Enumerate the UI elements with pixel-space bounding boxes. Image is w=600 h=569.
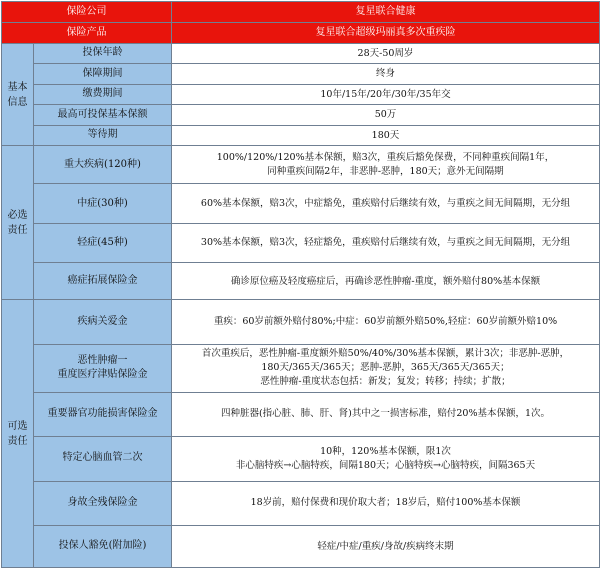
basic-row	[2, 44, 600, 64]
basic-row	[2, 64, 600, 85]
row-value: 首次重疾后，恶性肿瘤-重度额外赔50%/40%/30%基本保额，累计3次；非恶肿-恶肿， 180天/365天/365天；恶肿-恶肿，365天/365天/365天； 恶性肿瘤-重度状态包括：新发；复发；转移；持续；扩散；	[172, 344, 600, 392]
required-row	[2, 263, 600, 300]
row-value: 18岁前，赔付保费和现价取大者；18岁后，赔付100%基本保额	[172, 481, 600, 525]
required-row	[2, 146, 600, 184]
row-label: 投保年龄	[34, 44, 172, 64]
optional-row	[2, 300, 600, 344]
optional-row	[2, 436, 600, 481]
row-label: 恶性肿瘤一 重度医疗津贴保险金	[34, 344, 172, 392]
row-label: 癌症拓展保险金	[34, 263, 172, 300]
row-value: 四种脏器(指心脏、肺、肝、肾)其中之一损害标准，赔付20%基本保额，1次。	[172, 392, 600, 436]
required-row	[2, 224, 600, 263]
row-value: 10年/15年/20年/30年/35年交	[172, 85, 600, 105]
optional-row	[2, 525, 600, 567]
basic-row	[2, 126, 600, 146]
row-label: 特定心脑血管二次	[34, 436, 172, 481]
row-value: 10种，120%基本保额，限1次 非心脑特疾→心脑特疾，间隔180天；心脑特疾→心脑特疾，间隔365天	[172, 436, 600, 481]
optional-row	[2, 344, 600, 392]
row-label: 中症(30种)	[34, 184, 172, 224]
row-label: 缴费期间	[34, 85, 172, 105]
header-row-product	[2, 23, 600, 44]
row-label: 疾病关爱金	[34, 300, 172, 344]
row-value: 终身	[172, 64, 600, 85]
row-label: 投保人豁免(附加险)	[34, 525, 172, 567]
row-value: 28天-50周岁	[172, 44, 600, 64]
basic-row	[2, 85, 600, 105]
product-value: 复星联合超级玛丽真多次重疾险	[172, 23, 600, 44]
required-row	[2, 184, 600, 224]
row-value: 重疾：60岁前额外赔付80%;中症：60岁前额外赔50%,轻症：60岁前额外赔10%	[172, 300, 600, 344]
basic-info-group-label: 基本 信息	[2, 44, 34, 146]
product-label: 保险产品	[2, 23, 172, 44]
company-value: 复星联合健康	[172, 2, 600, 23]
row-label: 重大疾病(120种)	[34, 146, 172, 184]
row-label: 身故全残保险金	[34, 481, 172, 525]
row-value: 100%/120%/120%基本保额，赔3次，重疾后豁免保费，不同种重疾间隔1年， 同种重疾间隔2年，非恶肿-恶肿，180天；意外无间隔期	[172, 146, 600, 184]
basic-row	[2, 105, 600, 126]
row-label: 等待期	[34, 126, 172, 146]
row-value: 确诊原位癌及轻度癌症后，再确诊恶性肿瘤-重度，额外赔付80%基本保额	[172, 263, 600, 300]
row-label: 重要器官功能损害保险金	[34, 392, 172, 436]
row-value: 50万	[172, 105, 600, 126]
required-coverage-group-label: 必选 责任	[2, 146, 34, 300]
header-row-company	[2, 2, 600, 23]
row-value: 30%基本保额，赔3次，轻症豁免，重疾赔付后继续有效，与重疾之间无间隔期，无分组	[172, 224, 600, 263]
optional-coverage-group-label: 可选 责任	[2, 300, 34, 568]
insurance-comparison-table	[1, 1, 600, 568]
row-label: 保障期间	[34, 64, 172, 85]
row-label: 轻症(45种)	[34, 224, 172, 263]
row-value: 轻症/中症/重疾/身故/疾病终末期	[172, 525, 600, 567]
company-label: 保险公司	[2, 2, 172, 23]
optional-row	[2, 392, 600, 436]
row-label: 最高可投保基本保额	[34, 105, 172, 126]
row-value: 60%基本保额，赔3次，中症豁免，重疾赔付后继续有效，与重疾之间无间隔期，无分组	[172, 184, 600, 224]
row-value: 180天	[172, 126, 600, 146]
optional-row	[2, 481, 600, 525]
